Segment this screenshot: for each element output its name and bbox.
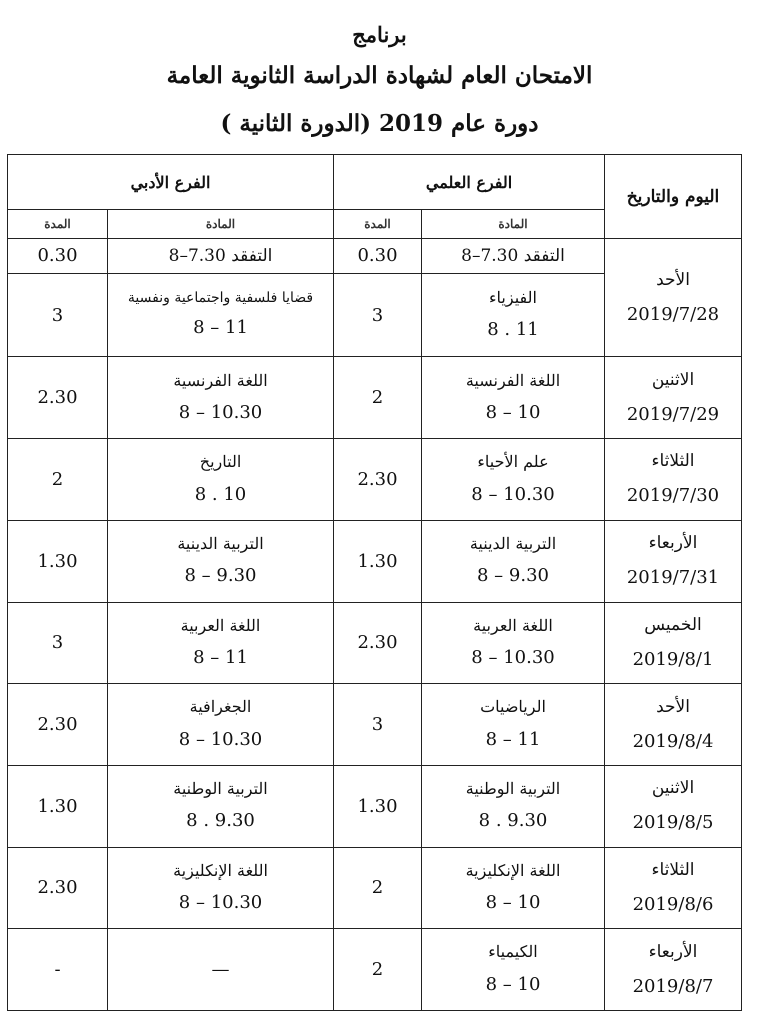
day-cell [605, 439, 742, 521]
table-row [8, 847, 742, 929]
sci-subject-cell [422, 602, 605, 684]
lit-subject: التاريخ [199, 452, 242, 472]
lit-subject: اللغة الإنكليزية [173, 860, 268, 880]
lit-time: 10 . 8 [194, 483, 247, 505]
sci-subject: اللغة الفرنسية [465, 370, 561, 390]
day-name: الاثنين [651, 369, 695, 390]
day-name: الأربعاء [648, 941, 698, 962]
lit-subject-cell [108, 357, 334, 439]
lit-time: 9.30 . 8 [186, 810, 255, 832]
sci-subject-cell [422, 684, 605, 766]
lit-subject-empty: — [108, 929, 334, 1011]
sci-subject-cell [422, 520, 605, 602]
exam-schedule-table [7, 154, 742, 1011]
exam-title: الامتحان العام لشهادة الدراسة الثانوية العامة [166, 62, 593, 89]
sci-duration: 2 [334, 847, 422, 929]
sci-time: 9.30 . 8 [478, 810, 548, 832]
lit-time: 10.30 – 8 [178, 728, 263, 750]
lit-time: 10.30 – 8 [178, 892, 263, 914]
lit-duration: 2.30 [8, 847, 108, 929]
exam-date: 2019/8/4 [632, 730, 714, 752]
sci-duration: 2.30 [334, 439, 422, 521]
lit-checkin-duration: 0.30 [8, 239, 108, 274]
sci-time: 10.30 – 8 [471, 646, 555, 668]
lit-subject-cell [108, 684, 334, 766]
sci-subject-cell [422, 765, 605, 847]
sci-subject: علم الأحياء [477, 452, 549, 472]
day-cell [605, 684, 742, 766]
lit-checkin-cell: التفقد 7.30–8 [108, 239, 334, 274]
lit-duration: 3 [8, 273, 108, 357]
lit-subject: التربية الوطنية [173, 778, 268, 798]
lit-subject-cell [108, 439, 334, 521]
table-row [8, 929, 742, 1011]
exam-date: 2019/7/30 [626, 485, 720, 507]
lit-subject-col-header: المادة [108, 210, 334, 239]
scientific-branch-header: الفرع العلمي [334, 155, 605, 210]
sci-duration: 1.30 [334, 765, 422, 847]
session-title: دورة عام 2019 (الدورة الثانية ) [220, 110, 539, 137]
day-cell [605, 847, 742, 929]
sci-subject-cell [422, 357, 605, 439]
exam-date: 2019/7/31 [626, 567, 720, 589]
lit-subject-cell [108, 602, 334, 684]
sci-subject-cell [422, 439, 605, 521]
sci-subject-cell [422, 847, 605, 929]
day-cell [605, 520, 742, 602]
lit-time: 11 – 8 [193, 646, 248, 668]
lit-subject: اللغة العربية [180, 615, 261, 635]
table-row [8, 602, 742, 684]
sci-checkin-cell: التفقد 7.30–8 [422, 239, 605, 274]
day-cell [605, 602, 742, 684]
lit-duration: 1.30 [8, 765, 108, 847]
day-name: الاثنين [651, 778, 695, 799]
day-cell [605, 239, 742, 357]
sci-subject: التربية الدينية [469, 533, 557, 553]
lit-duration: 2.30 [8, 684, 108, 766]
exam-date: 2019/8/6 [632, 893, 714, 915]
lit-duration-col-header: المدة [8, 210, 108, 239]
exam-date: 2019/7/29 [626, 403, 720, 425]
lit-subject-cell [108, 273, 334, 357]
lit-duration: 2.30 [8, 357, 108, 439]
sci-time: 9.30 – 8 [477, 565, 549, 587]
sci-duration: 2 [334, 357, 422, 439]
exam-date: 2019/8/7 [632, 975, 714, 997]
lit-subject: الجغرافية [189, 697, 252, 717]
sci-subject-cell [422, 273, 605, 357]
sci-time: 10 – 8 [485, 973, 541, 995]
sci-time: 10 – 8 [485, 892, 541, 914]
day-cell [605, 357, 742, 439]
exam-date: 2019/7/28 [626, 303, 720, 325]
sci-duration: 3 [334, 684, 422, 766]
day-name: الأحد [656, 269, 690, 290]
sci-subject: الكيمياء [488, 942, 538, 962]
lit-subject-cell [108, 520, 334, 602]
lit-duration: - [8, 929, 108, 1011]
lit-duration: 3 [8, 602, 108, 684]
sci-duration: 1.30 [334, 520, 422, 602]
program-title: برنامج [352, 22, 407, 47]
lit-subject-cell [108, 847, 334, 929]
sci-time: 11 – 8 [485, 728, 541, 750]
table-row [8, 439, 742, 521]
lit-subject: التربية الدينية [177, 533, 264, 553]
sci-checkin-duration: 0.30 [334, 239, 422, 274]
sci-subject: الرياضيات [480, 697, 546, 717]
sci-subject: التربية الوطنية [465, 778, 561, 798]
day-cell [605, 929, 742, 1011]
sci-subject-col-header: المادة [422, 210, 605, 239]
lit-time: 9.30 – 8 [184, 565, 257, 587]
table-row [8, 239, 742, 274]
sci-subject: اللغة الإنكليزية [465, 860, 561, 880]
table-row [8, 520, 742, 602]
sci-subject-cell [422, 929, 605, 1011]
lit-time: 11 – 8 [193, 317, 248, 339]
day-name: الخميس [644, 614, 702, 635]
sci-time: 10 – 8 [485, 401, 541, 423]
table-row [8, 684, 742, 766]
day-date-header: اليوم والتاريخ [605, 155, 742, 239]
day-name: الثلاثاء [651, 859, 695, 880]
sci-duration-col-header: المدة [334, 210, 422, 239]
exam-date: 2019/8/5 [632, 812, 714, 834]
day-name: الثلاثاء [651, 451, 695, 472]
lit-subject: قضايا فلسفية واجتماعية ونفسية [127, 289, 314, 306]
sci-duration: 2.30 [334, 602, 422, 684]
sci-time: 11 . 8 [487, 319, 539, 341]
lit-duration: 2 [8, 439, 108, 521]
lit-subject-cell [108, 765, 334, 847]
day-name: الأحد [656, 696, 690, 717]
literary-branch-header: الفرع الأدبي [8, 155, 334, 210]
sci-subject: اللغة العربية [473, 615, 553, 635]
table-row [8, 357, 742, 439]
day-name: الأربعاء [648, 533, 698, 554]
lit-time: 10.30 – 8 [178, 401, 263, 423]
lit-subject: اللغة الفرنسية [173, 370, 268, 390]
day-cell [605, 765, 742, 847]
lit-duration: 1.30 [8, 520, 108, 602]
table-row [8, 765, 742, 847]
exam-date: 2019/8/1 [632, 648, 714, 670]
sci-time: 10.30 – 8 [471, 483, 555, 505]
sci-subject: الفيزياء [489, 287, 537, 307]
sci-duration: 3 [334, 273, 422, 357]
sci-duration: 2 [334, 929, 422, 1011]
